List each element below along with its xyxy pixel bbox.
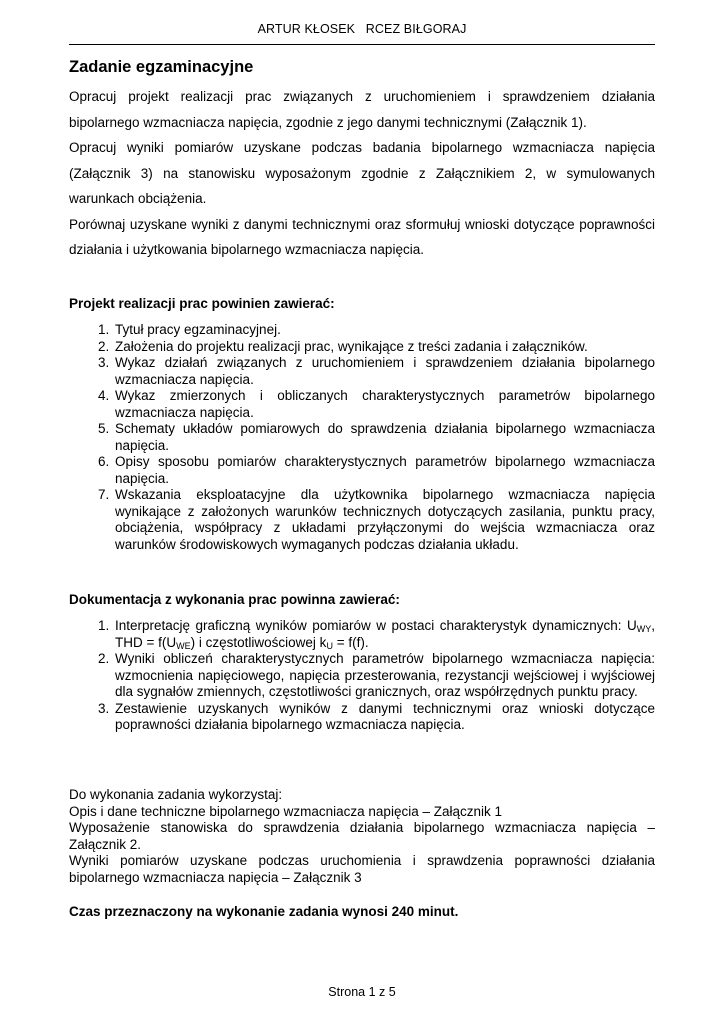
project-section-heading: Projekt realizacji prac powinien zawierać:	[69, 296, 335, 311]
list-item: 3. Wykaz działań związanych z uruchomieniem i sprawdzeniem działania bipolarnego wzmacniacza napięcia.	[113, 355, 655, 388]
intro-paragraph: Porównaj uzyskane wyniki z danymi technicznymi oraz sformułuj wnioski dotyczące poprawności działania i użytkowania bipolarnego wzmacniacza napięcia.	[69, 216, 655, 257]
intro-paragraph: Opracuj wyniki pomiarów uzyskane podczas badania bipolarnego wzmacniacza napięcia (Załącznik 3) na stanowisku wyposażonym zgodnie z Załącznikiem 2, w symulowanych warunkach obciążenia.	[69, 140, 655, 206]
subscript: WE	[176, 640, 191, 651]
item-text: = f(f).	[332, 634, 369, 650]
documentation-requirements-list	[69, 618, 655, 734]
page-number: Strona 1 z 5	[328, 985, 396, 999]
documentation-section-heading: Dokumentacja z wykonania prac powinna zawierać:	[69, 592, 400, 607]
list-item	[113, 618, 655, 651]
list-item: 5. Schematy układów pomiarowych do sprawdzenia działania bipolarnego wzmacniacza napięcia.	[113, 421, 655, 454]
task-description	[69, 84, 655, 263]
resources-line: Opis i dane techniczne bipolarnego wzmacniacza napięcia – Załącznik 1	[69, 803, 502, 819]
project-requirements-list	[69, 322, 655, 553]
list-item: 6. Opisy sposobu pomiarów charakterystycznych parametrów bipolarnego wzmacniacza napięcia.	[113, 454, 655, 487]
resources-block	[69, 787, 655, 886]
resources-line: Do wykonania zadania wykorzystaj:	[69, 787, 283, 802]
resources-line: Wyniki pomiarów uzyskane podczas uruchomienia i sprawdzenia poprawności działania bipolarnego wzmacniacza napięcia – Załącznik 3	[69, 853, 655, 885]
item-text: Interpretację graficzną wyników pomiarów w postaci charakterystyk dynamicznych: U	[115, 618, 637, 633]
item-text: , THD = f(U	[115, 618, 655, 650]
list-item: 4. Wykaz zmierzonych i obliczanych charakterystycznych parametrów bipolarnego wzmacniacza napięcia.	[113, 388, 655, 421]
list-item: 2. Wyniki obliczeń charakterystycznych parametrów bipolarnego wzmacniacza napięcia: wzmocnienia napięciowego, napięcia przesterowania, rezystancji wejściowej i wyjściowej dla sygnałów zmiennych, częstotliwości granicznych, oraz współrzędnych punktu pracy.	[113, 651, 655, 701]
list-item: 1. Tytuł pracy egzaminacyjnej.	[113, 322, 655, 339]
item-text: ) i częstotliwościowej k	[190, 634, 327, 650]
list-item: 2. Założenia do projektu realizacji prac, wynikające z treści zadania i załączników.	[113, 339, 655, 356]
subscript: WY	[636, 624, 652, 634]
resources-line: Wyposażenie stanowiska do sprawdzenia działania bipolarnego wzmacniacza napięcia – Załącznik 2.	[69, 820, 655, 852]
page-title: Zadanie egzaminacyjne	[69, 58, 254, 76]
subscript: U	[326, 640, 333, 651]
intro-paragraph: Opracuj projekt realizacji prac związanych z uruchomieniem i sprawdzeniem działania bipolarnego wzmacniacza napięcia, zgodnie z jego danymi technicznymi (Załącznik 1).	[69, 89, 655, 130]
list-item: 7. Wskazania eksploatacyjne dla użytkownika bipolarnego wzmacniacza napięcia wynikające z założonych warunków technicznych dotyczących zasilania, punktu pracy, obciążenia, współpracy z układami przyłączonymi do wejścia wzmacniacza oraz warunków środowiskowych wymaganych podczas działania układu.	[113, 487, 655, 553]
page-header: ARTUR KŁOSEK RCEZ BIŁGORAJ	[257, 22, 467, 36]
time-note: Czas przeznaczony na wykonanie zadania wynosi 240 minut.	[69, 904, 459, 919]
list-item: 3. Zestawienie uzyskanych wyników z danymi technicznymi oraz wnioski dotyczące poprawności działania bipolarnego wzmacniacza napięcia.	[113, 701, 655, 734]
header-divider	[69, 44, 655, 45]
